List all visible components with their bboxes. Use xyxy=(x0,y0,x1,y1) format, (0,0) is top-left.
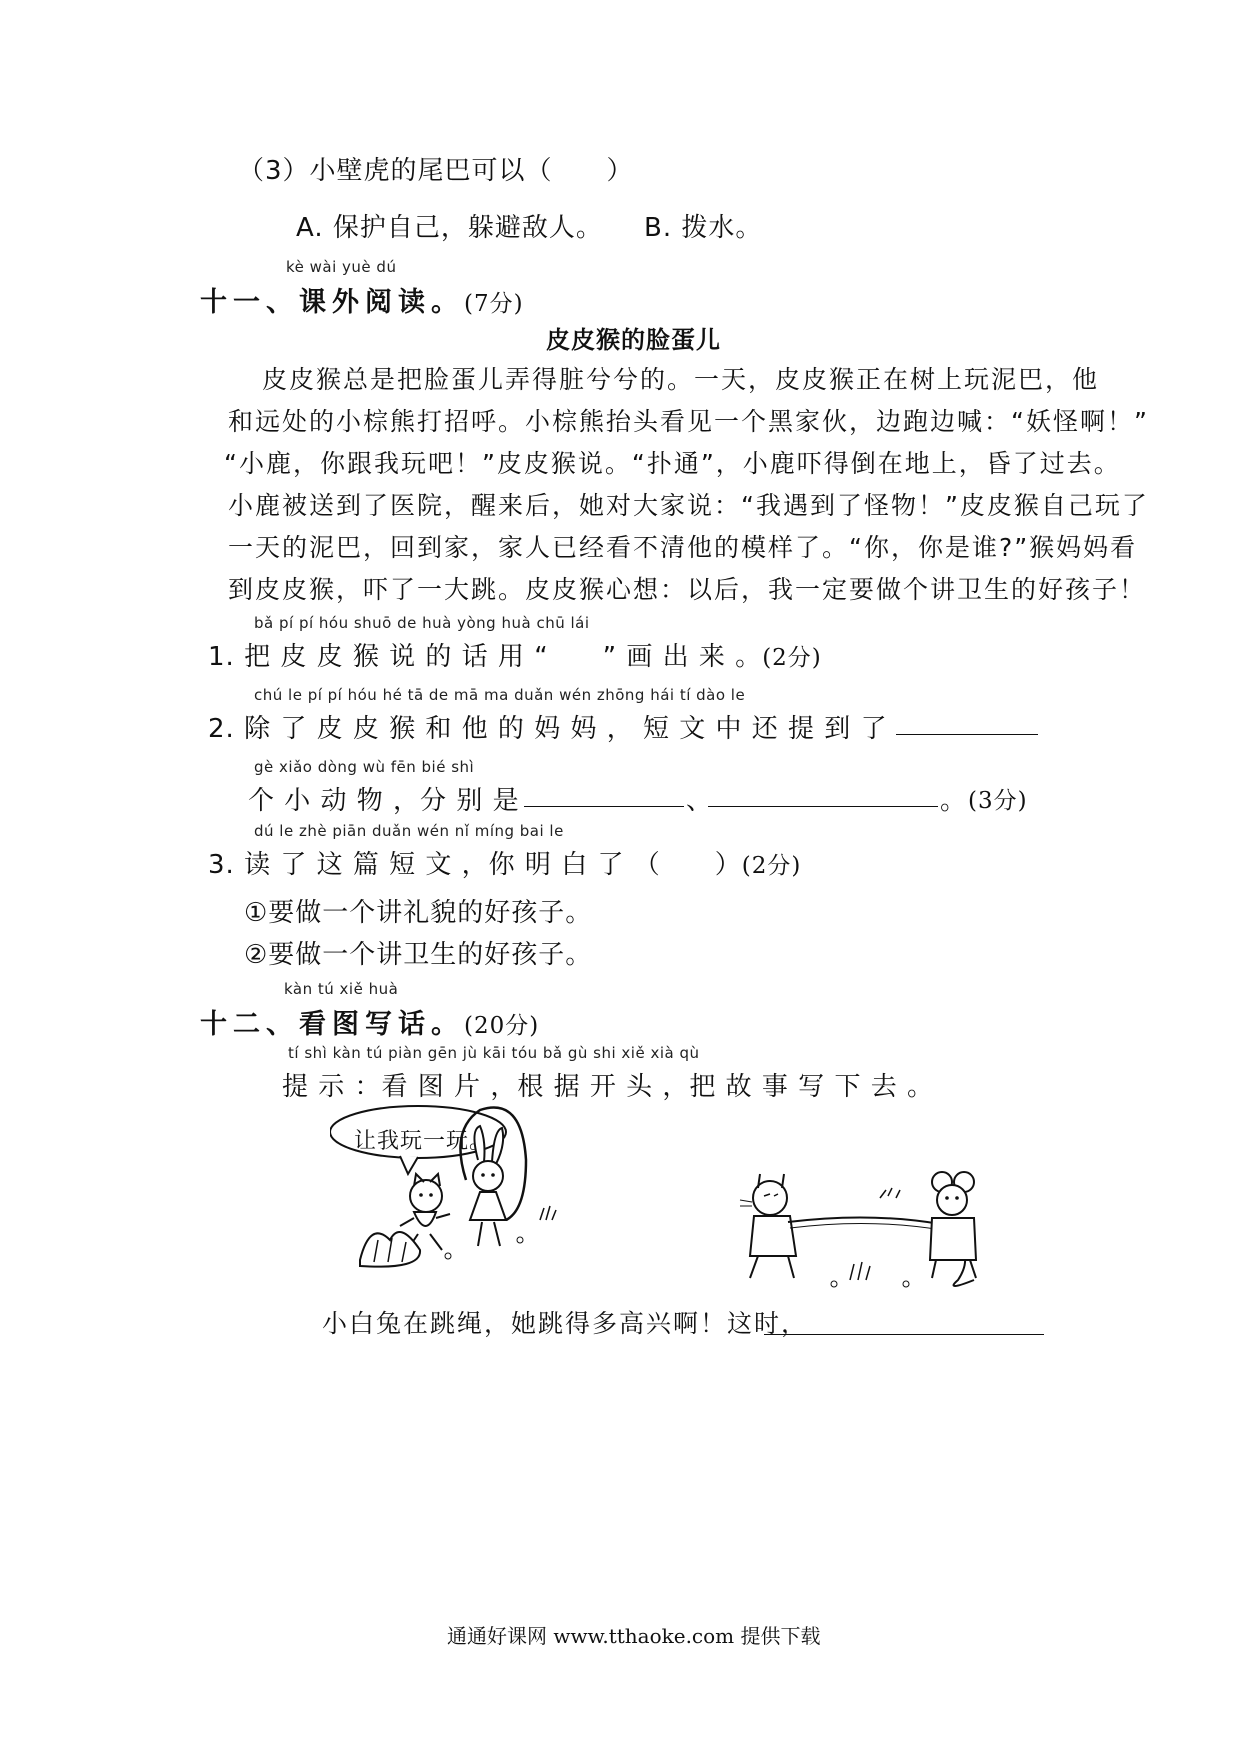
question-3-text: 3. 读 了 这 篇 短 文 ，你 明 白 了 （ ） xyxy=(208,850,742,880)
speech-bubble-text: 让我玩一玩。 xyxy=(354,1129,493,1154)
question-3-option-2: ②要做一个讲卫生的好孩子。 xyxy=(244,940,593,970)
question-3-option-b: B. 拨水。 xyxy=(644,213,763,243)
section-12-score: (20分) xyxy=(464,1013,540,1039)
hint-pinyin: tí shì kàn tú piàn gēn jù kāi tóu bǎ gù shi xiě xià qù xyxy=(288,1044,700,1062)
question-3-pinyin: dú le zhè piān duǎn wén nǐ míng bai le xyxy=(254,822,564,840)
page-footer: 通通好课网 www.tthaoke.com 提供下载 xyxy=(447,1624,821,1648)
section-11-pinyin: kè wài yuè dú xyxy=(286,258,397,276)
writing-answer-blank[interactable] xyxy=(764,1312,1044,1335)
section-11-score: (7分) xyxy=(464,291,524,317)
question-2-pinyin-line-1: chú le pí pí hóu hé tā de mā ma duǎn wén zhōng hái tí dào le xyxy=(254,686,746,704)
animal-count-blank[interactable] xyxy=(896,712,1038,735)
question-2-row-2 xyxy=(248,780,520,817)
story-line: 到皮皮猴，吓了一大跳。皮皮猴心想：以后，我一定要做个讲卫生的好孩子！ xyxy=(228,575,1147,604)
separator: 、 xyxy=(686,786,714,816)
story-title: 皮皮猴的脸蛋儿 xyxy=(546,326,721,354)
question-3-stem: （3）小壁虎的尾巴可以（ ） xyxy=(238,156,634,186)
story-line: 皮皮猴总是把脸蛋儿弄得脏兮兮的。一天，皮皮猴正在树上玩泥巴，他 xyxy=(262,365,1100,394)
section-12-pinyin: kàn tú xiě huà xyxy=(284,980,399,998)
animal-name-blank-1[interactable] xyxy=(524,784,684,807)
story-line: “小鹿，你跟我玩吧！”皮皮猴说。“扑通”，小鹿吓得倒在地上，昏了过去。 xyxy=(224,449,1121,478)
question-2-row-1 xyxy=(208,708,888,745)
question-2-text-line-1: 2. 除 了 皮 皮 猴 和 他 的 妈 妈 ， 短 文 中 还 提 到 了 xyxy=(208,714,888,744)
section-11-heading: 十一、课外阅读。 xyxy=(200,287,464,318)
question-1-pinyin: bǎ pí pí hóu shuō de huà yòng huà chū lái xyxy=(254,614,590,632)
question-1-score: (2分) xyxy=(762,645,822,671)
section-12-heading-row xyxy=(200,1002,539,1041)
question-2-score: (3分) xyxy=(968,788,1028,814)
question-3-row xyxy=(208,844,801,881)
question-1-row xyxy=(208,636,822,673)
story-line: 和远处的小棕熊打招呼。小棕熊抬头看见一个黑家伙，边跑边喊：“妖怪啊！” xyxy=(228,407,1149,436)
writing-hint: 提 示 ：看 图 片 ，根 据 开 头 ，把 故 事 写 下 去 。 xyxy=(282,1072,934,1102)
question-3-option-1: ①要做一个讲礼貌的好孩子。 xyxy=(244,898,593,928)
section-12-heading: 十二、看图写话。 xyxy=(200,1009,464,1040)
question-2-text-line-2: 个 小 动 物 ，分 别 是 xyxy=(248,786,520,816)
writing-starter: 小白兔在跳绳，她跳得多高兴啊！这时， xyxy=(322,1309,809,1338)
story-line: 小鹿被送到了医院，醒来后，她对大家说：“我遇到了怪物！”皮皮猴自己玩了 xyxy=(228,491,1149,520)
section-11-heading-row xyxy=(200,280,524,319)
question-2-pinyin-line-2: gè xiǎo dòng wù fēn bié shì xyxy=(254,758,475,776)
question-3-score: (2分) xyxy=(741,853,802,879)
story-line: 一天的泥巴，回到家，家人已经看不清他的模样了。“你，你是谁?”猴妈妈看 xyxy=(228,533,1138,562)
cat-and-mouse-rope-illustration xyxy=(730,1160,1000,1300)
question-3-option-a: A. 保护自己，躲避敌人。 xyxy=(296,213,603,243)
animal-name-blank-2[interactable] xyxy=(708,784,938,807)
question-1-text: 1. 把 皮 皮 猴 说 的 话 用 “ ” 画 出 来 。 xyxy=(208,642,763,672)
question-2-period: 。 xyxy=(940,786,968,816)
